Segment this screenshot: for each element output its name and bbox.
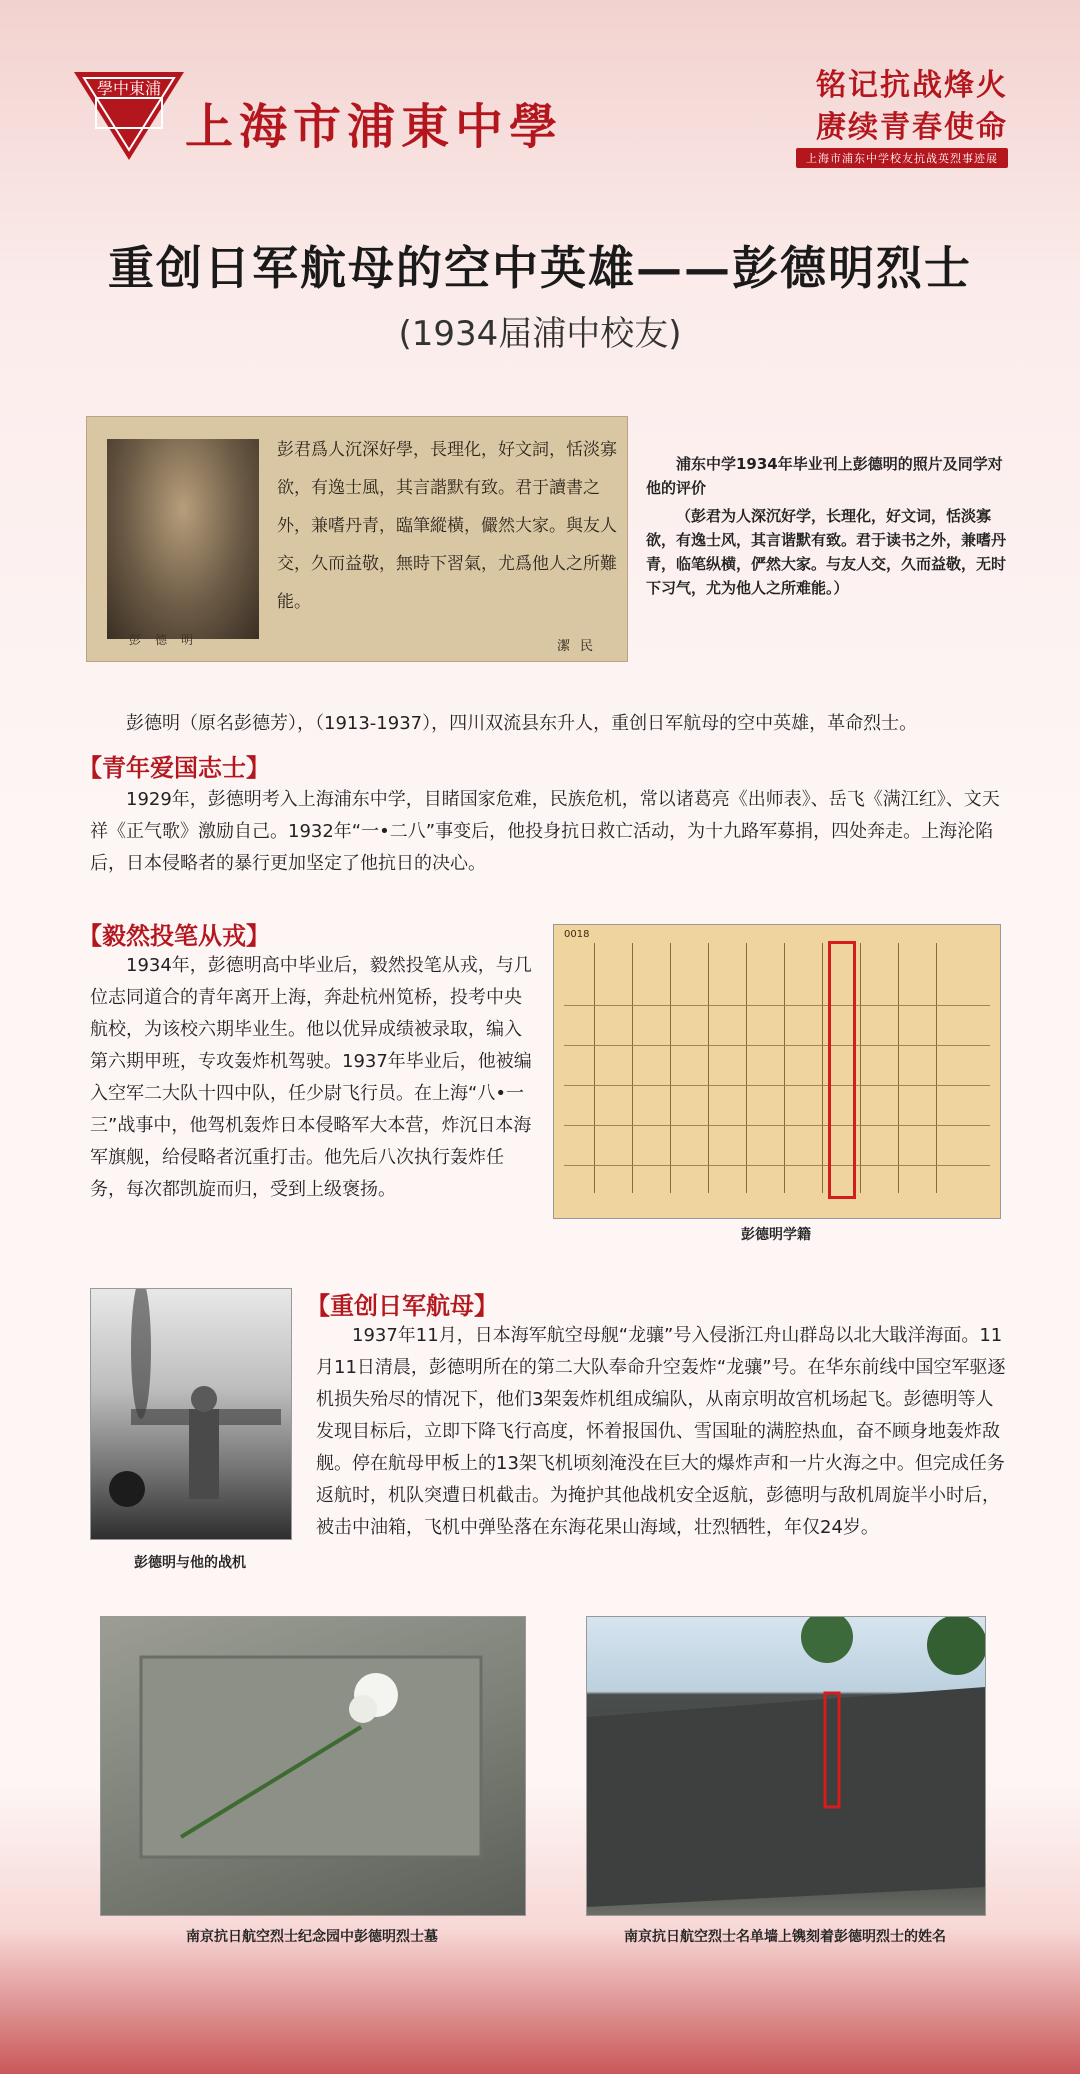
student-registry-image bbox=[553, 924, 1001, 1219]
plane-caption: 彭德明与他的战机 bbox=[134, 1555, 246, 1571]
yearbook-translation: （彭君为人深沉好学，长理化，好文词，恬淡寡欲，有逸士风，其言谐默有致。君于读书之外，兼嗜丹青，临笔纵横，俨然大家。与友人交，久而益敬，无时下习气，尤为他人之所难能。） bbox=[646, 507, 1007, 597]
section-heading-patriot: 【青年爱国志士】 bbox=[78, 754, 270, 782]
intro-paragraph: 彭德明（原名彭德芳），（1913-1937），四川双流县东升人，重创日军航母的空中英雄，革命烈士。 bbox=[126, 713, 918, 734]
yearbook-caption: 浦东中学1934年毕业刊上彭德明的照片及同学对他的评价 bbox=[646, 455, 1003, 497]
motto-line-1: 铭记抗战烽火 bbox=[816, 68, 1008, 103]
section-text-patriot: 1929年，彭德明考入上海浦东中学，目睹国家危难，民族危机，常以诸葛亮《出师表》、岳飞《满江红》、文天祥《正气歌》激励自己。1932年“一•二八”事变后，他投身抗日救亡活动，为十九路军募捐，四处奔走。上海沦陷后，日本侵略者的暴行更加坚定了他抗日的决心。 bbox=[90, 789, 1000, 874]
yearbook-signature: 潔民 bbox=[557, 639, 604, 654]
page-title: 重创日军航母的空中英雄——彭德明烈士 bbox=[108, 241, 972, 295]
logo-text: 學中東浦 bbox=[96, 79, 162, 98]
yearbook-image bbox=[86, 416, 628, 662]
section-heading-enlist: 【毅然投笔从戎】 bbox=[78, 922, 270, 950]
page-subtitle: (1934届浦中校友) bbox=[398, 314, 682, 354]
school-name: 上海市浦東中學 bbox=[185, 99, 564, 155]
memorial-wall-photo bbox=[586, 1616, 986, 1916]
motto-line-2: 赓续青春使命 bbox=[816, 110, 1008, 145]
tomb-photo bbox=[100, 1616, 526, 1916]
exhibit-badge: 上海市浦东中学校友抗战英烈事迹展 bbox=[796, 148, 1008, 168]
section-text-enlist: 1934年，彭德明高中毕业后，毅然投笔从戎，与几位志同道合的青年离开上海，奔赴杭州笕桥，投考中央航校，为该校六期毕业生。他以优异成绩被录取，编入第六期甲班，专攻轰炸机驾驶。1937年毕业后，他被编入空军二大队十四中队，任少尉飞行员。在上海“八•一三”战事中，他驾机轰炸日本侵略军大本营，炸沉日本海军旗舰，给侵略者沉重打击。他先后八次执行轰炸任务，每次都凯旋而归，受到上级褒扬。 bbox=[90, 955, 532, 1200]
wall-caption: 南京抗日航空烈士名单墙上镌刻着彭德明烈士的姓名 bbox=[624, 1929, 946, 1945]
school-logo bbox=[70, 68, 188, 164]
registry-caption: 彭德明学籍 bbox=[741, 1227, 811, 1243]
section-text-carrier: 1937年11月，日本海军航空母舰“龙骧”号入侵浙江舟山群岛以北大戢洋海面。11月11日清晨，彭德明所在的第二大队奉命升空轰炸“龙骧”号。在华东前线中国空军驱逐机损失殆尽的情况下，他们3架轰炸机组成编队，从南京明故宫机场起飞。彭德明等人发现目标后，立即下降飞行高度，怀着报国仇、雪国耻的满腔热血，奋不顾身地轰炸敌舰。停在航母甲板上的13架飞机顷刻淹没在巨大的爆炸声和一片火海之中。但完成任务返航时，机队突遭日机截击。为掩护其他战机安全返航，彭德明与敌机周旋半小时后，被击中油箱，飞机中弹坠落在东海花果山海域，壮烈牺牲，年仅24岁。 bbox=[316, 1325, 1006, 1538]
registry-number: 0018 bbox=[564, 929, 590, 940]
portrait-name: 彭德明 bbox=[129, 633, 208, 647]
registry-highlight-box bbox=[828, 941, 856, 1199]
tomb-caption: 南京抗日航空烈士纪念园中彭德明烈士墓 bbox=[186, 1929, 438, 1945]
yearbook-original-text: 彭君爲人沉深好學，長理化，好文詞，恬淡寡欲，有逸士風，其言諧默有致。君于讀書之外，兼嗜丹青，臨筆縱橫，儼然大家。與友人交，久而益敬，無時下習氣，尤爲他人之所難能。 bbox=[277, 440, 617, 612]
pilot-plane-photo bbox=[90, 1288, 292, 1540]
portrait-photo bbox=[107, 439, 259, 639]
section-heading-carrier: 【重创日军航母】 bbox=[306, 1292, 498, 1320]
